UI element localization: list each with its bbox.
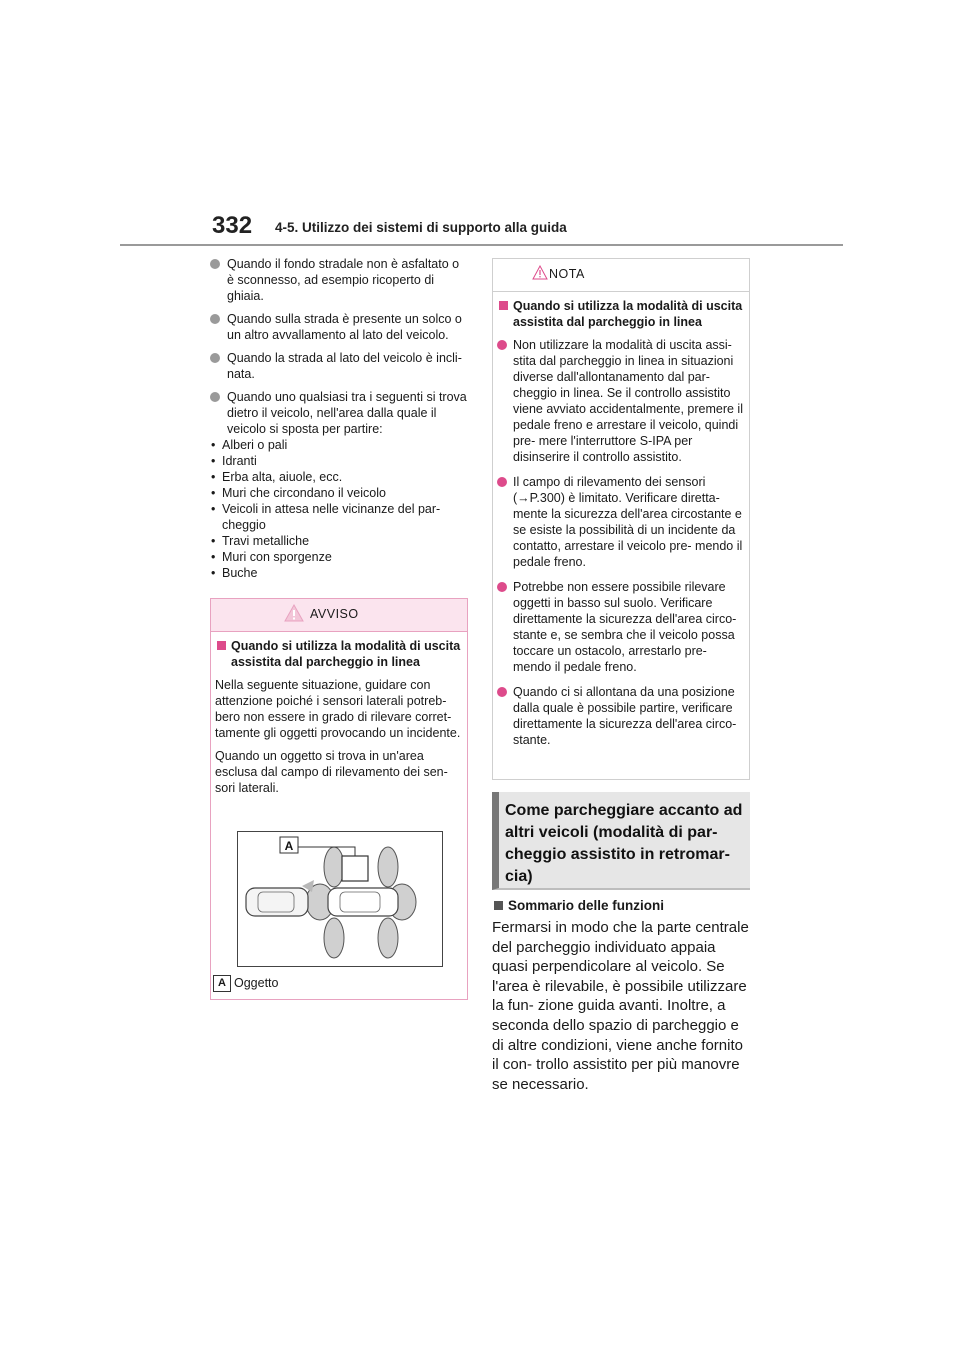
sub-bullet: • [211,534,216,548]
list-item [497,579,744,675]
warning-box [210,598,468,1000]
summary-heading-text: Sommario delle funzioni [508,898,665,913]
list-item [210,256,468,304]
sub-bullet: • [211,470,216,484]
bullet-text: Quando sulla strada è presente un solco o un altro avvallamento al lato del veicolo. [227,312,462,342]
bullet-dot-icon [497,340,507,350]
note-text: Non utilizzare la modalità di uscita assi- stita dal parcheggio in linea in situazioni diverse dall'allontanamento dal par- cheggio in linea. Se il controllo assistito viene avviato accidentalmente, premere il pedale freno e arrestare il veicolo, quindi pre- mere l'interruttore S-IPA per disinserire il controllo assistito. [513,338,743,464]
list-item [210,389,468,437]
list-item [210,501,468,533]
page-number: 332 [212,212,253,239]
bullet-dot-icon [210,353,220,363]
list-item [210,485,468,501]
sub-bullet: • [211,502,216,516]
list-item [497,684,744,748]
bullet-dot-icon [210,392,220,402]
bullet-dot-icon [497,582,507,592]
section-heading-box [492,792,750,890]
list-item [210,453,468,469]
note-text: Potrebbe non essere possibile rilevare oggetti in basso sul suolo. Verificare direttamente la sicurezza dell'area circo- stante e, se sembra che il veicolo possa toccare un ostacolo, arrestarlo pre- mendo il pedale freno. [513,580,737,674]
sub-item-text: Muri con sporgenze [222,550,332,564]
sub-item-text: Alberi o pali [222,438,288,452]
warning-heading [215,638,462,670]
callout-marker: A [213,975,231,992]
summary-heading [492,898,664,913]
note-box-body [493,292,749,748]
bullet-dot-icon [210,314,220,324]
left-column [210,256,468,581]
warning-box-label: AVVISO [310,607,359,621]
sub-item-text: Travi metalliche [222,534,310,548]
sub-bullet: • [211,550,216,564]
sub-item-text: Muri che circondano il veicolo [222,486,386,500]
obstacle-list [210,437,468,581]
list-item [210,533,468,549]
list-item [210,565,468,581]
square-bullet-icon [217,641,226,650]
warning-paragraph: Nella seguente situazione, guidare con attenzione poiché i sensori laterali potreb- bero non essere in grado di rilevare corret- tamente gli oggetti provocando un incidente. [215,678,461,740]
sensor-range-diagram [238,832,442,966]
warning-triangle-outline-icon [532,265,548,280]
warning-heading-text: Quando si utilizza la modalità di uscita assistita dal parcheggio in linea [231,639,461,669]
sub-item-text: Idranti [222,454,257,468]
bullet-text: Quando uno qualsiasi tra i seguenti si trova dietro il veicolo, nell'area dalla quale il veicolo si sposta per partire: [227,390,467,436]
bullet-text: Quando la strada al lato del veicolo è incli- nata. [227,351,462,381]
bullet-dot-icon [497,687,507,697]
note-box [492,258,750,780]
list-item [210,311,468,343]
section-title: 4-5. Utilizzo dei sistemi di supporto alla guida [275,220,567,235]
warning-triangle-filled-icon [284,604,304,622]
note-text: Quando ci si allontana da una posizione dalla quale è possibile partire, verificare direttamente la sicurezza dell'area circo- stante. [513,685,737,747]
section-heading: Come parcheggiare accanto ad altri veicoli (modalità di par- cheggio assistito in retromar- cia) [505,802,743,885]
list-item [210,469,468,485]
square-bullet-icon [494,901,503,910]
bullet-dot-icon [497,477,507,487]
warning-paragraph: Quando un oggetto si trova in un'area esclusa dal campo di rilevamento dei sen- sori laterali. [215,749,448,795]
square-bullet-icon [499,301,508,310]
list-item [497,337,744,465]
note-text: Il campo di rilevamento dei sensori (→P.300) è limitato. Verificare diretta- mente la sicurezza dell'area circostante e se esiste la possibilità di un incidente da contatto, arrestare il veicolo pre- mendo il pedale freno. [513,475,743,569]
warning-box-header [211,599,467,632]
note-heading-text: Quando si utilizza la modalità di uscita assistita dal parcheggio in linea [513,299,743,329]
figure-marker: A [284,839,294,853]
figure-callout [213,975,278,992]
sub-item-text: Buche [222,566,258,580]
list-item [210,549,468,565]
note-box-header [493,259,749,292]
sub-item-text: Erba alta, aiuole, ecc. [222,470,343,484]
list-item [210,437,468,453]
sub-bullet: • [211,486,216,500]
sub-bullet: • [211,454,216,468]
list-item [210,350,468,382]
note-box-label: NOTA [549,267,585,281]
bullet-dot-icon [210,259,220,269]
summary-body: Fermarsi in modo che la parte centrale del parcheggio individuato appaia quasi perpendicolare al veicolo. Se l'area è rilevabile, è possibile utilizzare la fun- zione guida avanti. Inoltre, a seconda dello spazio di parcheggio e di altre condizioni, viene anche fornito il con- trollo assistito per più manovre se necessario. [492,919,749,1093]
parking-illustration [237,831,443,967]
warning-box-body [211,632,467,796]
note-heading [497,298,744,330]
sub-item-text: Veicoli in attesa nelle vicinanze del par- cheggio [222,502,441,532]
header-rule [120,244,843,246]
callout-text: Oggetto [234,975,279,990]
bullet-text: Quando il fondo stradale non è asfaltato o è sconnesso, ad esempio ricoperto di ghiaia. [227,257,460,303]
list-item [497,474,744,570]
sub-bullet: • [211,438,216,452]
sub-bullet: • [211,566,216,580]
